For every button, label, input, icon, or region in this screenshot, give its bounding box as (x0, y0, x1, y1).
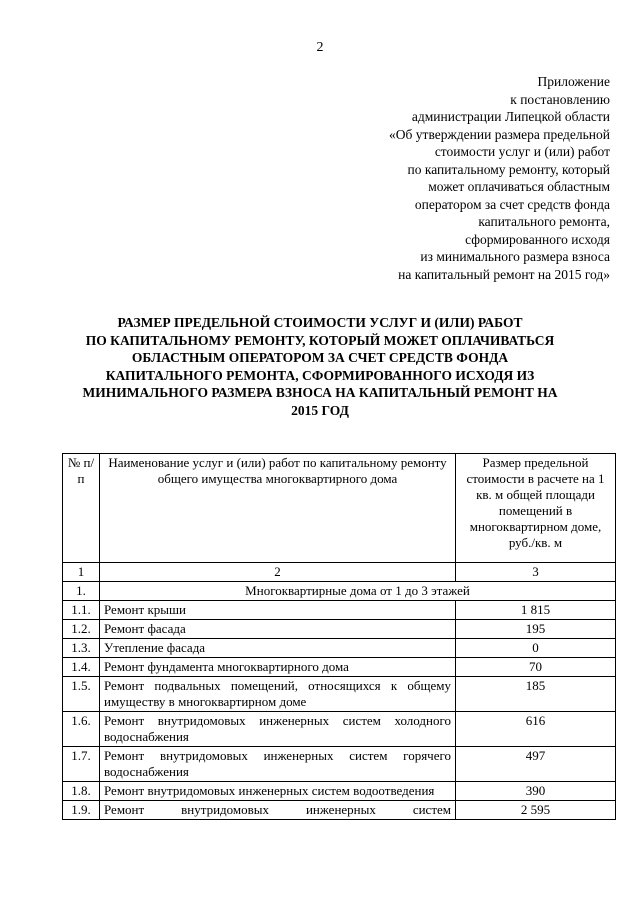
row-value: 70 (456, 658, 616, 677)
row-name: Ремонт внутридомовых инженерных систем холодного водоснабжения (100, 712, 456, 747)
appendix-line: стоимости услуг и (или) работ (434, 144, 610, 159)
row-name: Ремонт внутридомовых инженерных систем водоотведения (100, 782, 456, 801)
row-value: 616 (456, 712, 616, 747)
column-index-row (63, 563, 616, 582)
row-name: Утепление фасада (100, 639, 456, 658)
section-num: 1. (63, 582, 100, 601)
title-line: 2015 ГОД (291, 402, 349, 418)
table-row (63, 747, 616, 782)
col-index: 3 (456, 563, 616, 582)
appendix-line: из минимального размера взноса (420, 249, 610, 264)
row-num: 1.4. (63, 658, 100, 677)
row-name: Ремонт подвальных помещений, относящихся к общему имуществу в многоквартирном доме (100, 677, 456, 712)
section-label: Многоквартирные дома от 1 до 3 этажей (100, 582, 616, 601)
row-value: 1 815 (456, 601, 616, 620)
col-index: 1 (63, 563, 100, 582)
appendix-line: по капитальному ремонту, который (407, 161, 610, 177)
row-value: 195 (456, 620, 616, 639)
table-row (63, 601, 616, 620)
title-line: КАПИТАЛЬНОГО РЕМОНТА, СФОРМИРОВАННОГО ИСХОДЯ ИЗ (105, 367, 535, 383)
page-number: 2 (316, 40, 324, 55)
row-name: Ремонт фундамента многоквартирного дома (100, 658, 456, 677)
appendix-line: на капитальный ремонт на 2015 год» (398, 266, 610, 282)
table-row (63, 639, 616, 658)
row-value: 0 (456, 639, 616, 658)
row-num: 1.3. (63, 639, 100, 658)
title-line: ОБЛАСТНЫМ ОПЕРАТОРОМ ЗА СЧЕТ СРЕДСТВ ФОНДА (131, 350, 509, 365)
row-num: 1.2. (63, 620, 100, 639)
appendix-line: администрации Липецкой области (411, 109, 610, 124)
appendix-line: оператором за счет средств фонда (414, 196, 610, 212)
col-index: 2 (100, 563, 456, 582)
row-name: Ремонт крыши (100, 601, 456, 620)
document-title (40, 314, 600, 419)
title-line: МИНИМАЛЬНОГО РАЗМЕРА ВЗНОСА НА КАПИТАЛЬНЫЙ РЕМОНТ НА (82, 385, 558, 400)
table-row (63, 620, 616, 639)
row-name: Ремонт фасада (100, 620, 456, 639)
row-value: 390 (456, 782, 616, 801)
table-row (63, 677, 616, 712)
row-name: Ремонт внутридомовых инженерных систем (100, 801, 456, 820)
header-name: Наименование услуг и (или) работ по капитальному ремонту общего имущества многоквартирного дома (100, 454, 456, 563)
row-value: 2 595 (456, 801, 616, 820)
row-num: 1.1. (63, 601, 100, 620)
row-value: 185 (456, 677, 616, 712)
appendix-line: «Об утверждении размера предельной (389, 126, 610, 142)
row-num: 1.7. (63, 747, 100, 782)
header-value: Размер предельной стоимости в расчете на 1 кв. м общей площади помещений в многоквартирном доме, руб./кв. м (456, 454, 616, 563)
appendix-block (310, 73, 610, 283)
header-num: № п/п (63, 454, 100, 563)
cost-table (62, 453, 616, 820)
table-row (63, 658, 616, 677)
appendix-line: капитального ремонта, (478, 214, 610, 229)
row-value: 497 (456, 747, 616, 782)
row-name: Ремонт внутридомовых инженерных систем горячего водоснабжения (100, 747, 456, 782)
row-num: 1.8. (63, 782, 100, 801)
appendix-line: Приложение (537, 74, 610, 89)
appendix-line: сформированного исходя (465, 231, 610, 247)
section-row (63, 582, 616, 601)
table-row (63, 782, 616, 801)
row-num: 1.9. (63, 801, 100, 820)
title-line: РАЗМЕР ПРЕДЕЛЬНОЙ СТОИМОСТИ УСЛУГ И (ИЛИ) РАБОТ (117, 315, 523, 330)
row-num: 1.6. (63, 712, 100, 747)
table-header-row (63, 454, 616, 563)
appendix-line: к постановлению (510, 91, 610, 107)
table-row (63, 712, 616, 747)
row-num: 1.5. (63, 677, 100, 712)
table-row (63, 801, 616, 820)
appendix-line: может оплачиваться областным (428, 179, 610, 194)
title-line: ПО КАПИТАЛЬНОМУ РЕМОНТУ, КОТОРЫЙ МОЖЕТ ОПЛАЧИВАТЬСЯ (85, 332, 555, 348)
